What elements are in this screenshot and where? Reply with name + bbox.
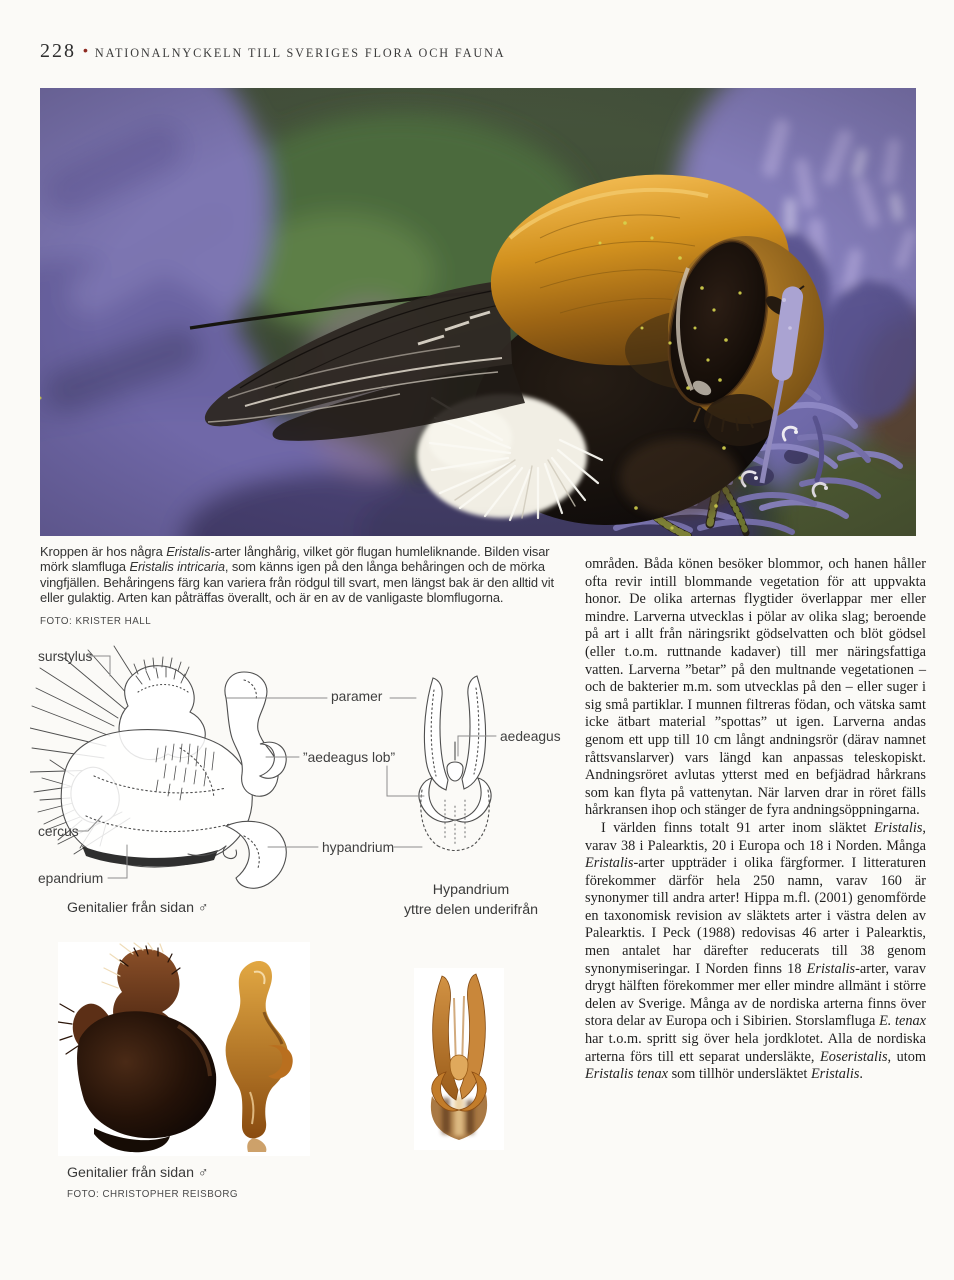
- running-title: NATIONALNYCKELN TILL SVERIGES FLORA OCH FAUNA: [94, 46, 506, 60]
- caption-ventral-line1: Hypandrium: [432, 882, 510, 898]
- vignette: [40, 88, 916, 536]
- body-paragraph-2: I världen finns totalt 91 arter inom släktet Eristalis, varav 38 i Palearktis, 20 i Europa och 18 i Norden. Många Eristalis-arter uppträder i olika färgformer. I litteraturen förekommer därför hela 250 namn, varav 160 är synonymer till andra arter! Hippa m.fl. (2001) genomförde en taxonomisk revision av släktets arter i västra delen av Palearktis. I Peck (1988) redovisas 46 arter i Palearktis, men antalet har därefter reducerats till 38 genom synonymiseringar. I Norden finns 18 Eristalis-arter, varav drygt hälften förekommer mer eller mindre allmänt i större delen av Sverige. Många av de nordiska arterna finns över stora delar av Europa och i Sibirien. Storslamfluga E. tenax har t.o.m. spritt sig över hela jordklotet. Alla de nordiska arterna förs till ett separat undersläkte, Eoseristalis, utom Eristalis tenax som tillhör undersläktet Eristalis.: [585, 819, 926, 1083]
- caption-ventral-drawing: [385, 880, 557, 920]
- label-aedeagus: aedeagus: [500, 729, 561, 744]
- hoverfly-photo-illustration: [40, 88, 916, 536]
- page-header: [40, 40, 506, 63]
- label-aedeagus-lob: ”aedeagus lob”: [303, 750, 396, 765]
- label-cercus: cercus: [38, 824, 79, 839]
- genitalia-photo-ventral: [414, 968, 504, 1150]
- label-paramer: paramer: [331, 689, 383, 704]
- photo-credit: FOTO: KRISTER HALL: [40, 616, 152, 627]
- caption-lateral-drawing: Genitalier från sidan ♂: [67, 900, 209, 916]
- caption-photo-lateral: Genitalier från sidan ♂: [67, 1165, 209, 1181]
- label-surstylus: surstylus: [38, 649, 93, 664]
- ventral-view-drawing: [419, 676, 491, 851]
- photo-figure-credit: FOTO: CHRISTOPHER REISBORG: [67, 1189, 239, 1200]
- main-photo-hoverfly: [40, 88, 916, 536]
- caption-ventral-line2: yttre delen underifrån: [403, 902, 539, 918]
- body-text-column: [585, 556, 926, 1084]
- label-hypandrium: hypandrium: [322, 840, 395, 855]
- body-paragraph-1: områden. Båda könen besöker blommor, och hanen håller ofta revir intill blommande vegetation för att uppvakta honor. De olika arternas flygtider överlappar mer eller mindre. Larverna utvecklas i pölar av olika slag; beroende på art i allt från näringsrikt gödselvatten och blöt gödsel (eller t.o.m. ruttnande kadaver) till mer näringsfattiga vatten. Larverna ”betar” på den multnande vegetationen – och de bakterier m.m. som utvecklas på den – eller suger i sig små partiklar. I munnen filtreras födan, och vätska samt icke ätbart material ”spottas” ut igen. Larverna andas genom ett upp till 10 cm långt andningsrör (därav namnet råttsvanslarver) vars längd kan anpassas teleskopiskt. Andningsröret avlutas ytterst med en befjädrad hårkrans som kan flyta på vattenytan. När larven drar in röret fälls hårkransen ihop och stänger de fyra andningsöppningarna.: [585, 556, 926, 819]
- photo-caption: Kroppen är hos några Eristalis-arter långhårig, vilket gör flugan humleliknande. Bilden visar mörk slamfluga Eristalis intricaria, som känns igen på den långa behåringen och de mörka vingfjällen. Behåringens färg kan variera från rödgul till svart, men längst bak är den alltid vit eller gulaktig. Arten kan påträffas överallt, och är en av de vanligaste blomflugorna.: [40, 544, 554, 606]
- header-bullet: •: [83, 42, 88, 58]
- label-epandrium: epandrium: [38, 871, 104, 886]
- genitalia-photo-lateral: [58, 942, 310, 1156]
- lateral-view-drawing: [30, 646, 286, 888]
- page-number: 228: [40, 40, 76, 62]
